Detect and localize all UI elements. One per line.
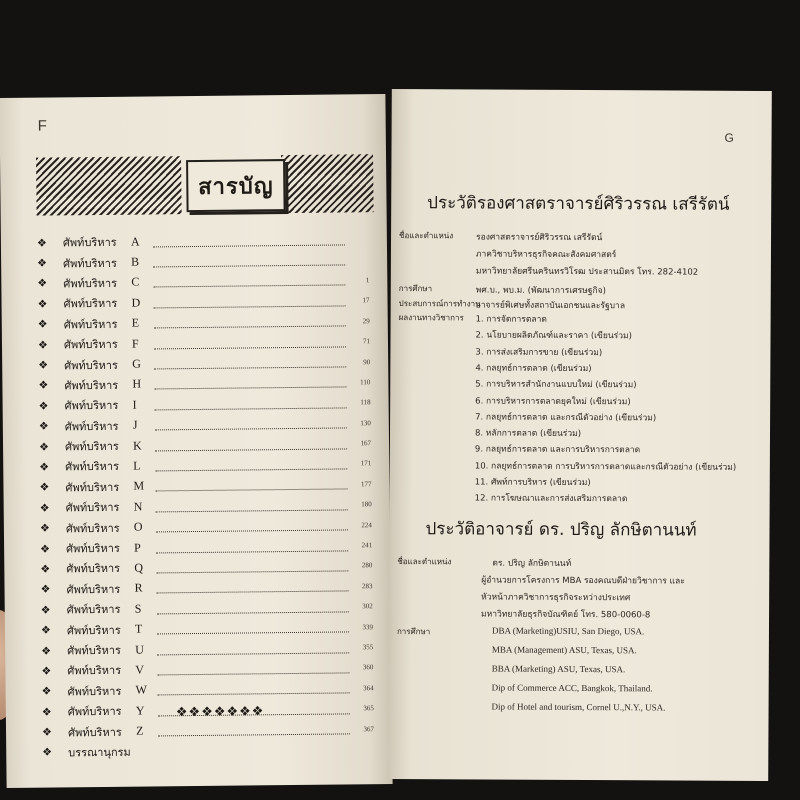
toc-entry-term: ศัพท์บริหาร [66,541,120,556]
hatch-decoration-right [281,154,374,213]
toc-entry-page: 339 [362,622,373,631]
toc-entry-page: 365 [363,704,374,713]
bio2-education-item: Dip of Commerce ACC, Bangkok, Thailand. [491,682,653,694]
toc-entry-page: 360 [362,663,374,672]
toc-entry-term: ศัพท์บริหาร [66,562,121,576]
toc-entry-letter: D [131,295,141,310]
diamond-bullet-icon: ❖ [38,379,49,393]
toc-entry-term: ศัพท์บริหาร [63,256,117,270]
toc-leader-dots [156,499,348,512]
toc-entry-page: 110 [360,378,371,387]
toc-entry-term: ศัพท์บริหาร [65,480,120,495]
diamond-bullet-icon: ❖ [36,237,47,250]
toc-leader-dots [156,581,348,594]
toc-entry-letter: V [135,662,145,677]
toc-entry-page: 224 [361,520,372,529]
diamond-bullet-icon: ❖ [37,318,48,331]
toc-entry-term: ศัพท์บริหาร [66,623,121,637]
bio2-education-label: การศึกษา [396,627,431,637]
bio1-work-item: 5. การบริหารสำนักงานแบบใหม่ (เขียนร่วม) [475,379,637,391]
bio1-work-item: 1. การจัดการตลาด [475,314,547,325]
toc-entry-letter: F [131,336,139,351]
toc-leader-dots [154,356,346,369]
ornament-border: ❖❖❖❖❖❖❖ [175,703,265,720]
diamond-bullet-icon: ❖ [41,685,52,698]
toc-entry-letter: E [131,315,140,330]
right-page [388,89,772,781]
bio1-name-line: รองศาสตราจารย์ศิริวรรณ เสรีรัตน์ [476,232,603,244]
toc-entry-page: 167 [360,439,372,448]
toc-entry-term: ศัพท์บริหาร [62,236,117,250]
toc-entry-page: 171 [360,459,372,468]
toc-entry-page: 1 [365,276,370,285]
diamond-bullet-icon: ❖ [39,522,50,535]
toc-leader-dots [158,723,350,736]
toc-entry-term: ศัพท์บริหาร [67,684,122,699]
toc-entry-page: 130 [360,418,371,427]
bio2-name-line: หัวหน้าภาควิชาการธุรกิจระหว่างประเทศ [481,592,631,604]
toc-entry-term: ศัพท์บริหาร [65,460,120,474]
bio1-name-line: ภาควิชาบริหารธุรกิจคณะสังคมศาสตร์ [475,249,617,261]
toc-entry-page: 302 [362,602,373,611]
toc-entry-page: 90 [363,357,371,366]
diamond-bullet-icon: ❖ [41,706,52,719]
bio1-work-item: 2. นโยบายผลิตภัณฑ์และราคา (เขียนร่วม) [475,330,632,342]
toc-entry-page: 180 [361,500,372,509]
diamond-bullet-icon: ❖ [41,726,52,739]
toc-entry-page: 177 [360,480,372,489]
toc-leader-dots [154,377,346,390]
bio1-experience-value: อาจารย์พิเศษทั้งสถาบันเอกชนและรัฐบาล [475,300,626,312]
toc-entry-page: 367 [363,724,375,733]
bio1-work-item: 12. การโฆษณาและการส่งเสริมการตลาด [474,493,628,505]
toc-leader-dots [154,336,346,349]
bio2-education-item: Dip of Hotel and tourism, Cornel U.,N.Y., USA. [491,701,666,713]
toc-leader-dots [155,458,347,471]
right-page-corner-letter: G [724,130,734,145]
toc-leader-dots [158,683,350,696]
diamond-bullet-icon: ❖ [37,339,48,352]
left-page [0,94,393,788]
toc-entry-letter: B [131,254,140,269]
toc-entry-page: 71 [362,337,371,346]
toc-entry-term: ศัพท์บริหาร [64,399,119,413]
toc-leader-dots [157,601,349,614]
toc-leader-dots [154,316,346,329]
bio2-name-line: ดร. ปริญ ลักษิตานนท์ [492,558,572,569]
toc-entry-term: ศัพท์บริหาร [63,317,118,332]
diamond-bullet-icon: ❖ [41,665,52,678]
diamond-bullet-icon: ❖ [39,481,50,495]
toc-leader-dots [153,234,345,247]
toc-entry-letter: I [132,397,137,412]
bio1-work-item: 6. การบริหารการตลาดยุคใหม่ (เขียนร่วม) [475,395,631,407]
diamond-bullet-icon: ❖ [40,583,51,596]
diamond-bullet-icon: ❖ [39,502,50,515]
bio2-name-label: ชื่อและตำแหน่ง [397,557,452,567]
toc-entry-letter: O [133,519,143,534]
toc-leader-dots [155,479,347,492]
toc-entry-term: ศัพท์บริหาร [63,297,118,311]
toc-title: สารบัญ [186,159,286,212]
diamond-bullet-icon: ❖ [40,543,51,556]
toc-entry-term: ศัพท์บริหาร [66,582,121,597]
toc-entry-letter: U [135,642,144,657]
bio1-work-item: 10. กลยุทธ์การตลาด การบริหารการตลาดและกรณีตัวอย่าง (เขียนร่วม) [474,461,737,473]
toc-entry-term: ศัพท์บริหาร [67,725,122,739]
toc-entry-letter: M [133,478,145,494]
toc-entry-letter: A [130,234,140,249]
diamond-bullet-icon: ❖ [38,400,49,413]
toc-entry-term: ศัพท์บริหาร [64,358,118,372]
toc-entry-page: 283 [361,581,373,591]
toc-entry-page: 355 [362,643,374,652]
bio2-education-item: BBA (Marketing) ASU, Texas, USA. [491,663,626,675]
diamond-bullet-icon: ❖ [37,257,48,270]
toc-entry-page: 118 [360,398,371,407]
diamond-bullet-icon: ❖ [38,359,49,372]
bio1-education-value: พศ.บ., พบ.ม. (พัฒนาการเศรษฐกิจ) [475,285,606,297]
toc-entry-page: 364 [363,683,374,693]
toc-entry-term: ศัพท์บริหาร [67,643,121,658]
toc-leader-dots [156,560,348,573]
toc-leader-dots [156,540,348,553]
bio1-work-item: 8. หลักการตลาด (เขียนร่วม) [474,428,582,440]
toc-entry-letter: R [134,580,143,595]
diamond-bullet-icon: ❖ [40,604,51,617]
diamond-bullet-icon: ❖ [38,420,49,433]
toc-entry-term: ศัพท์บริหาร [64,419,119,434]
toc-entry-letter: N [133,499,143,514]
toc-leader-dots [153,295,345,308]
toc-entry [42,739,374,763]
toc-leader-dots [153,255,345,268]
toc-leader-dots [155,438,347,451]
toc-entry-letter: S [134,601,142,616]
diamond-bullet-icon: ❖ [42,746,53,760]
bio2-name-line: มหาวิทยาลัยธุรกิจบัณฑิตย์ โทร. 580-0060-8 [481,609,651,621]
toc-entry-letter: Z [135,723,144,738]
toc-entry-term: ศัพท์บริหาร [63,276,118,291]
toc-entry-letter: C [131,275,140,290]
bio2-title: ประวัติอาจารย์ ดร. ปริญ ลักษิตานนท์ [425,519,697,541]
toc-entry-letter: Q [134,560,144,575]
toc-entry-term: ศัพท์บริหาร [65,521,120,536]
toc-leader-dots [157,642,349,655]
toc-entry-page: 29 [362,316,370,325]
toc-leader-dots [155,397,347,410]
bio1-works-label: ผลงานทางวิชาการ [398,313,464,323]
toc-entry-term: ศัพท์บริหาร [66,603,121,617]
toc-entry-letter: H [132,376,142,392]
bio1-work-item: 3. การส่งเสริมการขาย (เขียนร่วม) [475,347,603,358]
bio1-title: ประวัติรองศาสตราจารย์ศิริวรรณ เสรีรัตน์ [427,193,730,215]
toc-leader-dots [155,418,347,431]
toc-entry-page: 280 [361,561,373,570]
bio1-work-item: 4. กลยุทธ์การตลาด (เขียนร่วม) [475,363,592,374]
bio1-name-line: มหาวิทยาลัยศรีนครินทรวิโรฒ ประสานมิตร โทร. 282-4102 [475,266,699,278]
toc-entry-letter: P [134,540,141,555]
diamond-bullet-icon: ❖ [37,298,48,311]
toc-entry-term: ศัพท์บริหาร [67,704,122,719]
toc-entry-term: ศัพท์บริหาร [63,337,118,352]
toc-leader-dots [157,662,349,675]
bio2-education-item: MBA (Management) ASU, Texas, USA. [491,644,637,656]
toc-entry-term: ศัพท์บริหาร [64,378,119,393]
bio1-education-label: การศึกษา [398,284,433,294]
toc-entry-term: บรรณานุกรม [68,745,131,760]
diamond-bullet-icon: ❖ [37,278,48,291]
toc-entry-term: ศัพท์บริหาร [67,664,122,678]
toc-entry-letter: L [133,458,141,473]
bio1-experience-label: ประสบการณ์การทำงาน [398,299,481,309]
diamond-bullet-icon: ❖ [38,441,49,454]
toc-entry-letter: J [132,417,138,432]
toc-entry-letter: T [134,621,143,636]
diamond-bullet-icon: ❖ [40,563,51,576]
bio1-work-item: 9. กลยุทธ์การตลาด และการบริหารการตลาด [474,444,641,456]
toc-entry-term: ศัพท์บริหาร [65,501,120,515]
bio2-education-item: DBA (Marketing)USIU, San Diego, USA. [491,625,645,637]
left-page-corner-letter: F [37,117,47,135]
toc-entry-term: ศัพท์บริหาร [64,439,119,454]
bio2-name-line: ผู้อำนวยการโครงการ MBA รองคณบดีฝ่ายวิชาการ และ [481,575,685,587]
toc-entry-page: 17 [362,296,370,305]
toc-list [37,229,375,763]
bio1-work-item: 7. กลยุทธ์การตลาด และกรณีตัวอย่าง (เขียนร่วม) [475,412,657,424]
toc-entry-letter: Y [135,703,145,718]
toc-leader-dots [153,275,345,288]
toc-entry-letter: W [135,682,148,697]
toc-header [36,154,373,216]
diamond-bullet-icon: ❖ [39,461,50,474]
toc-entry-letter: K [132,438,142,453]
bio1-name-label: ชื่อและตำแหน่ง [399,231,454,241]
toc-entry-page: 241 [361,541,373,550]
diamond-bullet-icon: ❖ [41,645,52,658]
toc-leader-dots [156,520,348,533]
toc-leader-dots [157,622,349,635]
toc-entry-letter: G [132,356,141,371]
hatch-decoration-left [36,156,182,216]
diamond-bullet-icon: ❖ [40,624,51,637]
bio1-work-item: 11. ศัพท์การบริหาร (เขียนร่วม) [474,477,591,489]
